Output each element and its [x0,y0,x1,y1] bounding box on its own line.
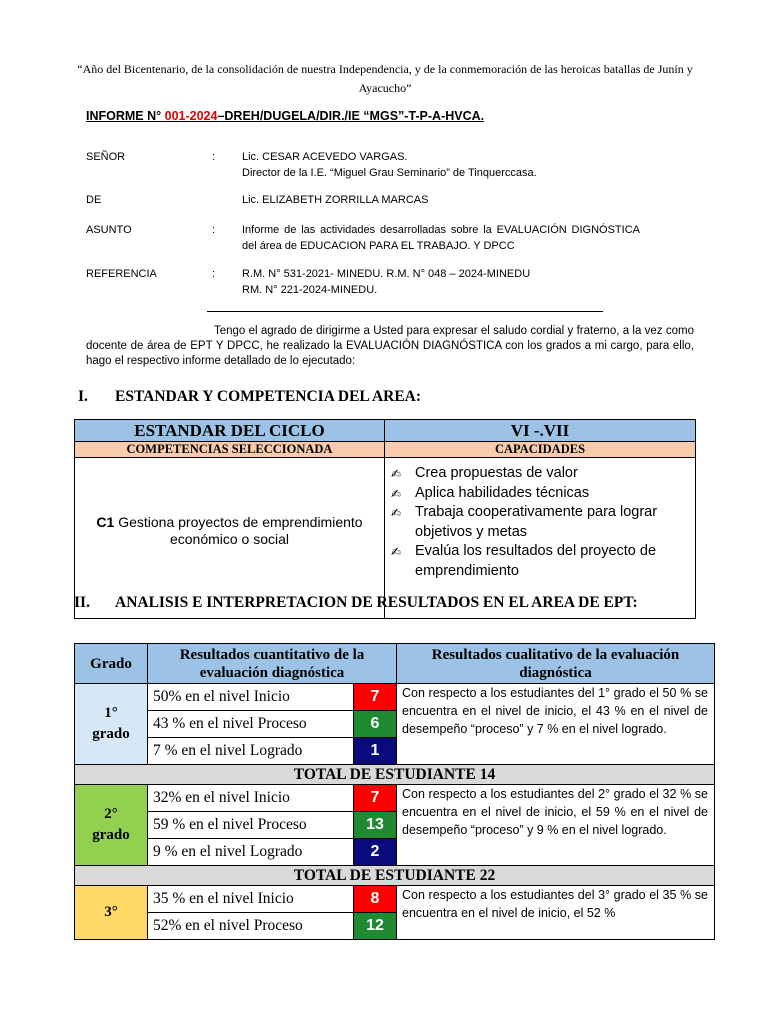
grade-1-count-logrado: 1 [354,738,397,765]
senor-line-2: Director de la I.E. “Miguel Grau Seminario” de Tinquerccasa. [242,167,537,179]
capacidad-text: Evalúa los resultados del proyecto de emprendimiento [415,543,657,579]
grade-2-total: TOTAL DE ESTUDIANTE 22 [75,866,715,886]
capacidad-item [391,542,695,581]
grade-2-number: 2° [104,806,118,822]
grade-2-level-logrado: 9 % en el nivel Logrado [148,839,354,866]
grade-1-level-logrado: 7 % en el nivel Logrado [148,738,354,765]
grade-1-cell [75,684,148,765]
ciclo-value: VI -.VII [385,420,696,442]
asunto-colon: : [212,224,216,236]
capacidad-text: Crea propuestas de valor [415,465,578,481]
writing-hand-icon: ✍ [391,545,402,559]
senor-label: SEÑOR [86,151,126,163]
competencia-text: Gestiona proyectos de emprendimiento económico o social [118,514,363,547]
writing-hand-icon: ✍ [391,467,402,481]
grade-1-number: 1° [104,705,118,721]
grade-1-total: TOTAL DE ESTUDIANTE 14 [75,765,715,785]
writing-hand-icon: ✍ [391,486,402,501]
competencia-code: C1 [96,514,115,530]
grade-2-qualitative: Con respecto a los estudiantes del 2° grado el 32 % se encuentra en el nivel de inicio, el 59 % en el nivel de desempeño “proceso” y 9 % en el nivel logrado. [397,785,715,866]
intro-paragraph: Tengo el agrado de dirigirme a Usted para expresar el saludo cordial y fraterno, a la vez como docente de área de EPT Y DPCC, he realizado la EVALUACIÓN DIAGNÓSTICA con los grados a mi cargo, para ello, hago el respectivo informe detallado de lo ejecutado: [86,325,694,367]
section-1-number: I. [78,388,88,405]
referencia-colon: : [212,268,216,280]
motto-text: “Año del Bicentenario, de la consolidación de nuestra Independencia, y de la conmemoración de las heroicas batallas de Junín y Ayacucho” [77,62,693,95]
grade-3-count-inicio: 8 [354,886,397,913]
informe-suffix: –DREH/DUGELA/DIR./IE “MGS”-T-P-A-HVCA. [217,109,485,123]
grade-1-level-proceso: 43 % en el nivel Proceso [148,711,354,738]
grade-3-number: 3° [104,904,118,920]
section-2-heading [74,592,738,636]
informe-title [86,109,484,123]
grade-1-count-proceso: 6 [354,711,397,738]
section-2-title: ANALISIS E INTERPRETACION DE RESULTADOS EN EL AREA DE EPT: [115,594,638,611]
grade-2-word: grado [92,827,130,843]
referencia-line-1: R.M. N° 531-2021- MINEDU. R.M. N° 048 – 2024-MINEDU [242,268,531,280]
capacidad-text: Aplica habilidades técnicas [415,484,590,501]
de-label: DE [86,194,102,206]
writing-hand-icon: ✍ [391,506,402,520]
header-cuantitativo: Resultados cuantitativo de la evaluación diagnóstica [148,644,397,684]
grade-3-qualitative: Con respecto a los estudiantes del 3° grado el 35 % se encuentra en el nivel de inicio, el 52 % [397,886,715,940]
section-2-number: II. [74,594,90,611]
grade-1-word: grado [92,726,130,742]
grade-2-count-proceso: 13 [354,812,397,839]
asunto-label: ASUNTO [86,224,132,236]
senor-line-1: Lic. CESAR ACEVEDO VARGAS. [242,151,408,163]
grade-1-qualitative: Con respecto a los estudiantes del 1° grado el 50 % se encuentra en el nivel de inicio, el 43 % en el nivel de desempeño “proceso” y 7 % en el nivel logrado. [397,684,715,765]
senor-value [242,149,537,181]
capacidades-header: CAPACIDADES [385,442,696,458]
referencia-value [242,266,530,298]
header-grado: Grado [75,644,148,684]
grade-1-level-inicio: 50% en el nivel Inicio [148,684,354,711]
grade-3-cell [75,886,148,940]
ciclo-label: ESTANDAR DEL CICLO [75,420,385,442]
referencia-label: REFERENCIA [86,268,157,280]
grade-2-count-logrado: 2 [354,839,397,866]
de-value: Lic. ELIZABETH ZORRILLA MARCAS [242,194,429,206]
grade-2-level-proceso: 59 % en el nivel Proceso [148,812,354,839]
section-1-title: ESTANDAR Y COMPETENCIA DEL AREA: [115,388,422,405]
results-table [74,643,715,940]
asunto-value: Informe de las actividades desarrolladas sobre la EVALUACIÓN DIGNÓSTICA del área de EDUCACION PARA EL TRABAJO. Y DPCC [242,224,640,252]
header-divider [207,311,603,312]
grade-1-count-inicio: 7 [354,684,397,711]
informe-number: 001-2024 [164,109,218,123]
grade-2-level-inicio: 32% en el nivel Inicio [148,785,354,812]
grade-2-cell [75,785,148,866]
capacidad-item [391,503,695,542]
referencia-line-2: RM. N° 221-2024-MINEDU. [242,284,378,296]
capacidades-list [385,458,695,583]
capacidad-item [391,484,695,504]
grade-3-level-proceso: 52% en el nivel Proceso [148,913,354,940]
grade-3-level-inicio: 35 % en el nivel Inicio [148,886,354,913]
capacidad-item [391,464,695,484]
senor-colon: : [212,151,216,163]
competencias-header: COMPETENCIAS SELECCIONADA [75,442,385,458]
grade-2-count-inicio: 7 [354,785,397,812]
header-cualitativo: Resultados cualitativo de la evaluación diagnóstica [397,644,715,684]
section-1-heading [78,386,698,408]
informe-prefix: INFORME N° [86,109,162,123]
capacidad-text: Trabaja cooperativamente para lograr objetivos y metas [415,504,658,540]
standard-table [74,419,696,619]
grade-3-count-proceso: 12 [354,913,397,940]
